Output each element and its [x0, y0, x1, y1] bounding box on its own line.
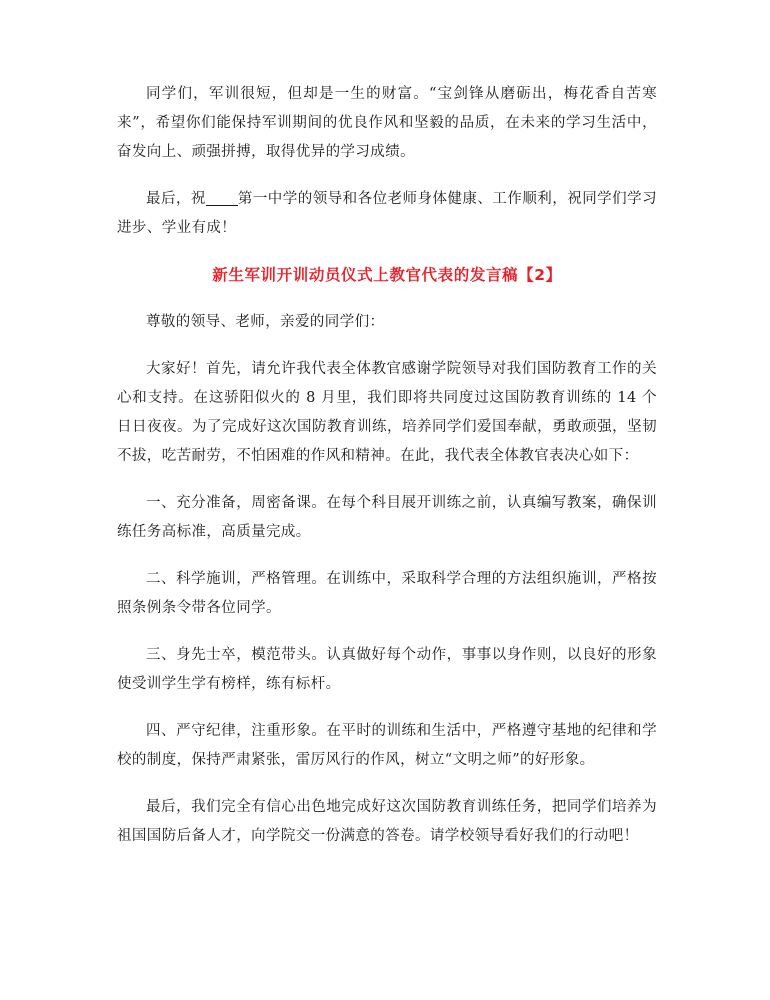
pledge-item-4: 四、严守纪律，注重形象。在平时的训练和生活中，严格遵守基地的纪律和学校的制度，保持严肃紧张，雷厉风行的作风，树立“文明之师”的好形象。 — [117, 723, 657, 768]
closing-wishes-start: 最后，祝 — [146, 191, 206, 207]
document-body — [117, 80, 657, 851]
closing-wishes-end: 第一中学的领导和各位老师身体健康、工作顺利，祝同学们学习进步、学业有成！ — [117, 191, 657, 236]
fill-in-blank — [206, 191, 238, 207]
section-heading: 新生军训开训动员仪式上教官代表的发言稿【2】 — [212, 266, 562, 284]
greeting: 尊敬的领导、老师，亲爱的同学们： — [146, 314, 385, 330]
paragraph-military-training-treasure: 同学们，军训很短，但却是一生的财富。“宝剑锋从磨砺出，梅花香自苦寒来”，希望你们能保持军训期间的优良作风和坚毅的品质，在未来的学习生活中，奋发向上、顽强拼搏，取得优异的学习成绩。 — [117, 86, 657, 160]
pledge-item-2: 二、科学施训，严格管理。在训练中，采取科学合理的方法组织施训，严格按照条例条令带各位同学。 — [117, 571, 657, 616]
paragraph-introduction: 大家好！首先，请允许我代表全体教官感谢学院领导对我们国防教育工作的关心和支持。在这骄阳似火的 8 月里，我们即将共同度过这国防教育训练的 14 个日日夜夜。为了完成好这次国防教育训练，培养同学们爱国奉献，勇敢顽强，坚韧不拔，吃苦耐劳，不怕困难的作风和精神。在此，我代表全体教官表决心如下： — [117, 361, 657, 464]
paragraph-closing-wishes — [117, 185, 657, 243]
pledge-item-3: 三、身先士卒，模范带头。认真做好每个动作，事事以身作则，以良好的形象使受训学生学有榜样，练有标杆。 — [117, 647, 657, 692]
pledge-item-1: 一、充分准备，周密备课。在每个科目展开训练之前，认真编写教案，确保训练任务高标准，高质量完成。 — [117, 495, 657, 540]
paragraph-conclusion: 最后，我们完全有信心出色地完成好这次国防教育训练任务，把同学们培养为祖国国防后备人才，向学院交一份满意的答卷。请学校领导看好我们的行动吧！ — [117, 799, 657, 844]
